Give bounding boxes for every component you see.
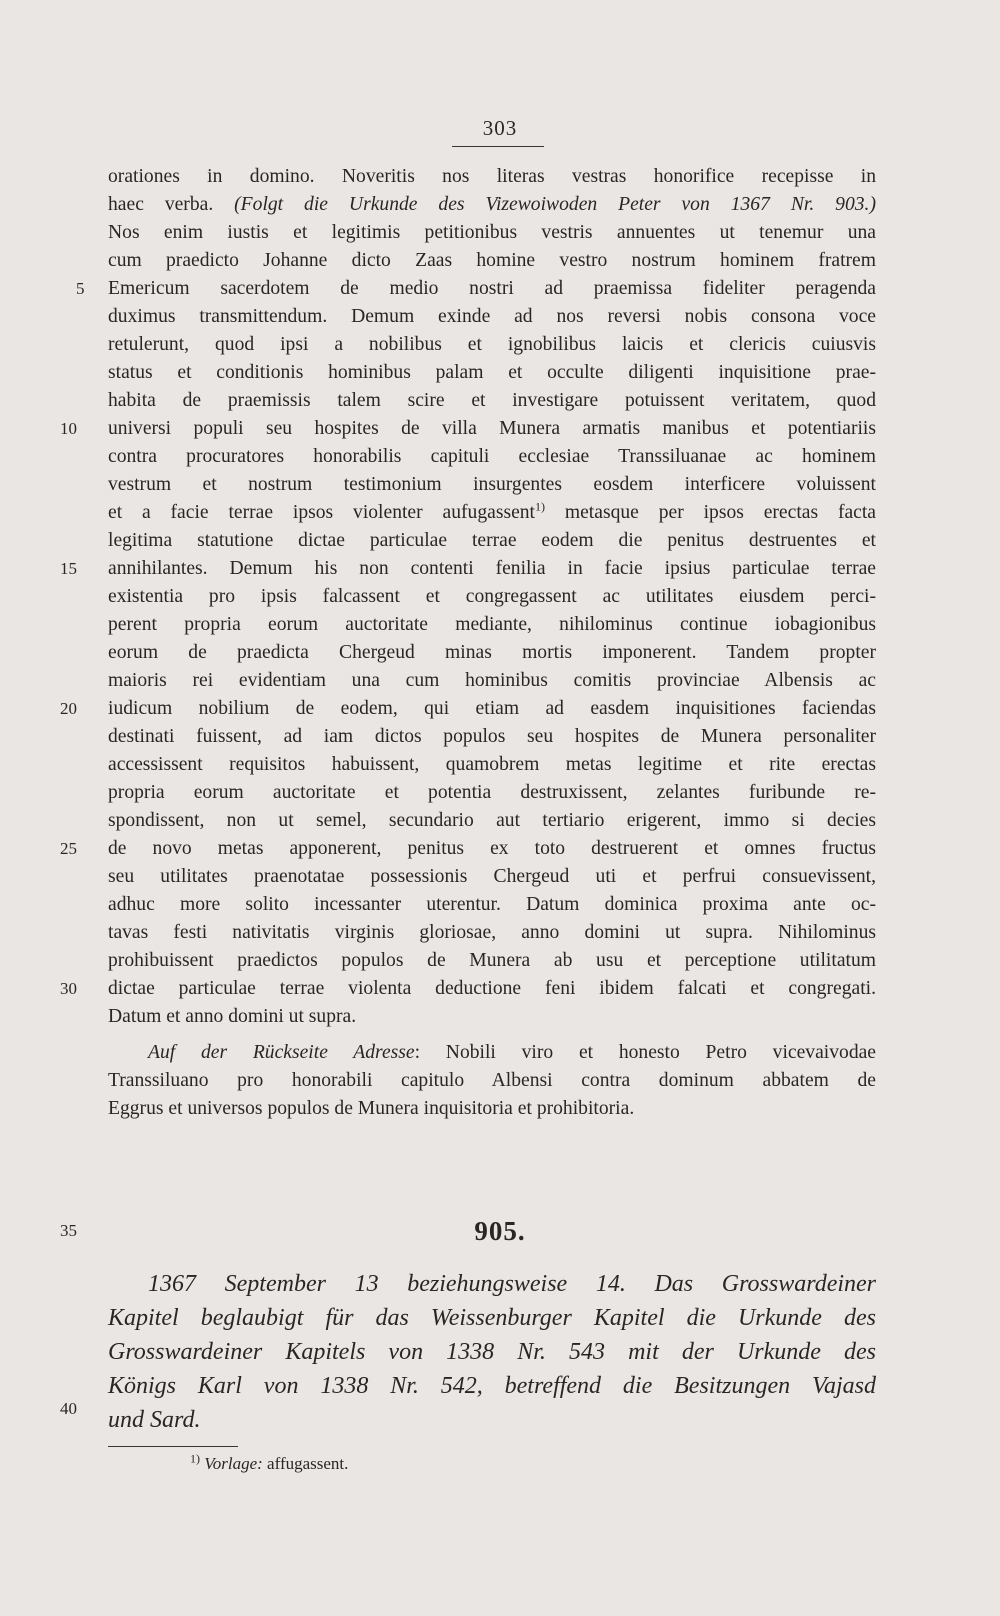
text-line: maioris rei evidentiam una cum hominibus comitis provinciae Albensis ac [108, 670, 876, 691]
text-line: Eggrus et universos populos de Munera inquisitoria et prohibitoria. [108, 1098, 635, 1119]
line-number: 20 [60, 699, 77, 718]
text-line: et a facie terrae ipsos violenter aufugassent$^{1)}$ metasque per ipsos erectas facta [108, 499, 877, 523]
text-line: spondissent, non ut semel, secundario aut tertiario erigerent, immo si decies [108, 810, 876, 831]
regest-line: und Sard. [108, 1407, 201, 1433]
line-number: 35 [60, 1221, 77, 1240]
footnote-marker: 1) [535, 499, 546, 514]
page-number: 303 [482, 116, 518, 140]
line-number: 30 [60, 979, 77, 998]
page-number-rule [452, 146, 544, 147]
footnote-rule [108, 1446, 238, 1447]
footnote: $^{1)}$ Vorlage: affugassent. [190, 1451, 349, 1473]
text-line: de novo metas apponerent, penitus ex toto destruerent et omnes fructus [108, 838, 876, 859]
text-line: existentia pro ipsis falcassent et congregassent ac utilitates eiusdem perci- [108, 586, 876, 607]
text-line: propria eorum auctoritate et potentia destruxissent, zelantes furibunde re- [108, 782, 876, 803]
text-line: accessissent requisitos habuissent, quamobrem metas legitime et rite erectas [108, 754, 876, 775]
text-line: eorum de praedicta Chergeud minas mortis imponerent. Tandem propter [108, 642, 876, 663]
text-line: Emericum sacerdotem de medio nostri ad praemissa fideliter peragenda [108, 278, 876, 299]
text-line: contra procuratores honorabilis capituli ecclesiae Transsiluanae ac hominem [108, 446, 876, 467]
text-line: perent propria eorum auctoritate mediante, nihilominus continue iobagionibus [108, 614, 876, 635]
regest-line: Grosswardeiner Kapitels von 1338 Nr. 543 mit der Urkunde des [108, 1339, 876, 1365]
text-line: dictae particulae terrae violenta deductione feni ibidem falcati et congregati. [108, 978, 876, 999]
text-line: Transsiluano pro honorabili capitulo Albensi contra dominum abbatem de [108, 1070, 876, 1091]
text-line: seu utilitates praenotatae possessionis Chergeud uti et perfrui consuevissent, [108, 866, 876, 887]
text-line: Auf der Rückseite Adresse: Nobili viro et honesto Petro vicevaivodae [148, 1042, 877, 1063]
text-line: vestrum et nostrum testimonium insurgentes eosdem interficere voluissent [108, 474, 876, 495]
text-line: adhuc more solito incessanter uterentur. Datum dominica proxima ante oc- [108, 894, 876, 915]
text-line: legitima statutione dictae particulae terrae eodem die penitus destruentes et [108, 530, 876, 551]
text-line: haec verba. (Folgt die Urkunde des Vizewoiwoden Peter von 1367 Nr. 903.) [108, 194, 876, 215]
text-line: iudicum nobilium de eodem, qui etiam ad easdem inquisitiones faciendas [108, 698, 876, 719]
line-number: 15 [60, 559, 77, 578]
text-line: cum praedicto Johanne dicto Zaas homine vestro nostrum hominem fratrem [108, 250, 876, 271]
text-line: habita de praemissis talem scire et investigare potuissent veritatem, quod [108, 390, 876, 411]
text-line: duximus transmittendum. Demum exinde ad nos reversi nobis consona voce [108, 306, 876, 327]
text-line: Datum et anno domini ut supra. [108, 1006, 357, 1027]
text-line: Nos enim iustis et legitimis petitionibus vestris annuentes ut tenemur una [108, 222, 876, 243]
regest-line: Kapitel beglaubigt für das Weissenburger Kapitel die Urkunde des [108, 1305, 876, 1331]
text-line: destinati fuissent, ad iam dictos populos seu hospites de Munera personaliter [108, 726, 876, 747]
text-line: orationes in domino. Noveritis nos literas vestras honorifice recepisse in [108, 166, 876, 187]
text-line: prohibuissent praedictos populos de Munera ab usu et perceptione utilitatum [108, 950, 876, 971]
regest-line: Königs Karl von 1338 Nr. 542, betreffend die Besitzungen Vajasd [108, 1373, 876, 1399]
text-line: tavas festi nativitatis virginis gloriosae, anno domini ut supra. Nihilominus [108, 922, 876, 943]
text-line: annihilantes. Demum his non contenti fenilia in facie ipsius particulae terrae [108, 558, 876, 579]
document-number: 905. [474, 1216, 526, 1246]
line-number: 10 [60, 419, 77, 438]
text-line: status et conditionis hominibus palam et occulte diligenti inquisitione prae- [108, 362, 876, 383]
regest-line: 1367 September 13 beziehungsweise 14. Das Grosswardeiner [148, 1271, 876, 1297]
line-number: 5 [76, 279, 85, 298]
text-line: universi populi seu hospites de villa Munera armatis manibus et potentiariis [108, 418, 876, 439]
line-number: 40 [60, 1399, 77, 1418]
text-line: retulerunt, quod ipsi a nobilibus et ignobilibus laicis et clericis cuiusvis [108, 334, 876, 355]
line-number: 25 [60, 839, 77, 858]
